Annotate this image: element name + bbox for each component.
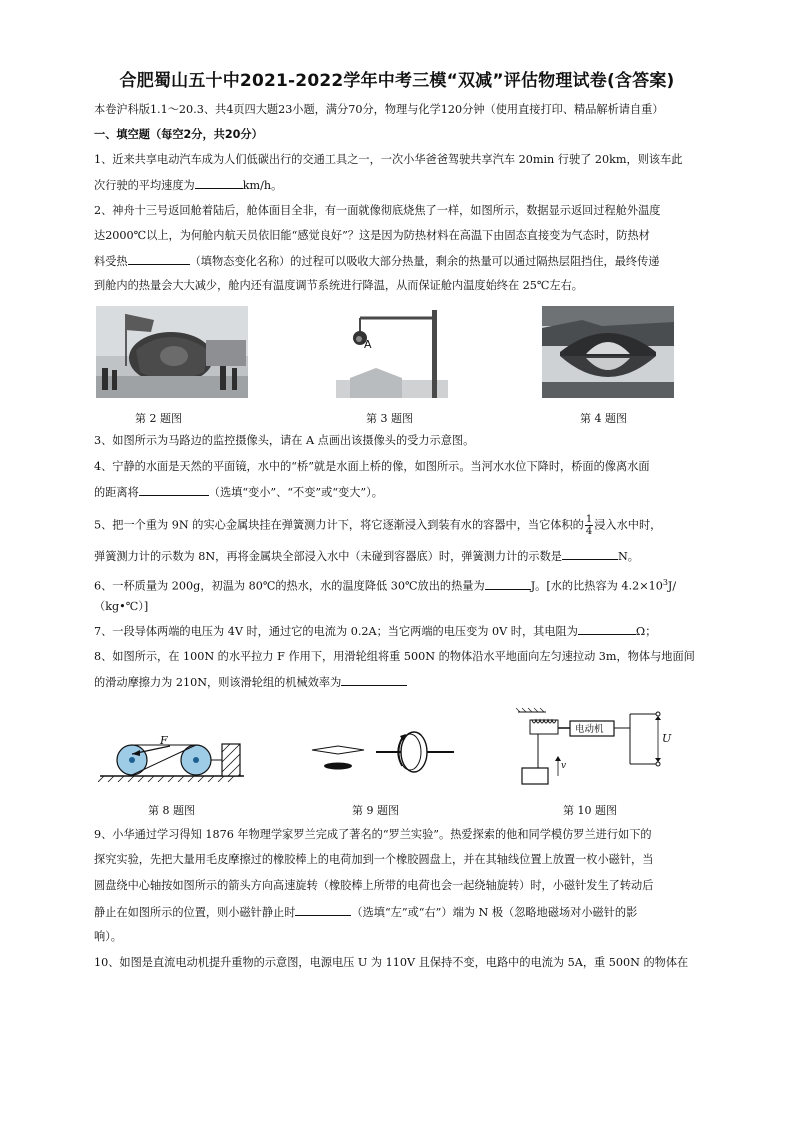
motor-label: 电动机: [575, 724, 604, 735]
camera-pole-figure: [336, 306, 448, 398]
answer-blank[interactable]: [578, 624, 636, 635]
figure-caption: 第 3 题图: [366, 412, 413, 425]
question-5-text: 5、把一个重为 9N 的实心金属块挂在弹簧测力计下，将它逐渐浸入到装有水的容器中，当它体积的: [94, 518, 584, 532]
question-6-line-2: （kg•℃）]: [94, 600, 149, 613]
question-5-line-2: [94, 549, 706, 564]
answer-blank[interactable]: [295, 905, 351, 916]
question-5-text-2: 弹簧测力计的示数为 8N，再将金属块全部浸入水中（未碰到容器底）时，弹簧测力计的示数是: [94, 550, 562, 563]
question-8-line-1: 8、如图所示，在 100N 的水平拉力 F 作用下，用滑轮组将重 500N 的物体沿水平地面向左匀速拉动 3m，物体与地面间: [94, 650, 695, 663]
question-2-line-2: 达2000℃以上，为何舱内航天员依旧能“感觉良好”？这是因为防热材料在高温下由固态直接变为气态时，防热材: [94, 229, 650, 242]
question-6-text: 6、一杯质量为 200g，初温为 80℃的热水，水的温度降低 30℃放出的热量为: [94, 579, 485, 593]
bridge-reflection-photo: [542, 306, 674, 398]
question-2-line-4: 到舱内的热量会大大减少，舱内还有温度调节系统进行降温，从而保证舱内温度始终在 25℃左右。: [94, 279, 583, 292]
question-1-unit: km/h。: [242, 179, 283, 192]
answer-blank[interactable]: [485, 579, 531, 590]
question-9-text: 静止在如图所示的位置，则小磁针静止时: [94, 906, 296, 919]
question-6-line-1: [94, 576, 706, 594]
question-6-unit: J/: [667, 579, 677, 593]
fraction-denominator: 4: [585, 526, 593, 537]
question-9-line-1: 9、小华通过学习得知 1876 年物理学家罗兰完成了著名的“罗兰实验”。热爱探索的他和同学模仿罗兰进行如下的: [94, 828, 652, 841]
fraction: [585, 514, 593, 537]
question-9-line-2: 探究实验，先把大量用毛皮摩擦过的橡胶棒上的电荷加到一个橡胶圆盘上，并在其轴线位置上放置一枚小磁针，当: [94, 853, 654, 866]
question-8-text: 的滑动摩擦力为 210N，则该滑轮组的机械效率为: [94, 676, 342, 689]
capsule-photo: [96, 306, 248, 398]
question-10-line-1: 10、如图是直流电动机提升重物的示意图，电源电压 U 为 110V 且保持不变，电路中的电流为 5A，重 500N 的物体在: [94, 956, 689, 969]
section-heading: 一、填空题（每空2分，共20分）: [94, 128, 263, 141]
point-a-label: A: [364, 338, 372, 351]
question-4-line-1: 4、宁静的水面是天然的平面镜，水中的“桥”就是水面上桥的像，如图所示。当河水水位下降时，桥面的像离水面: [94, 460, 650, 473]
voltage-label: U: [662, 732, 672, 745]
velocity-label: v: [561, 761, 567, 771]
figure-caption: 第 10 题图: [563, 804, 617, 817]
question-9-line-3: 圆盘绕中心轴按如图所示的箭头方向高速旋转（橡胶棒上所带的电荷也会一起绕轴旋转）时，小磁针发生了转动后: [94, 879, 654, 892]
answer-blank[interactable]: [562, 549, 618, 560]
question-9-text-tail: （选填“左”或“右”）端为 N 极（忽略地磁场对小磁针的影: [351, 906, 638, 919]
motor-figure: [512, 706, 680, 790]
question-7-text: 7、一段导体两端的电压为 4V 时，通过它的电流为 0.2A；当它两端的电压变为 0V 时，其电阻为: [94, 625, 578, 638]
question-7-unit: Ω；: [635, 625, 657, 638]
answer-blank[interactable]: [139, 485, 209, 496]
question-1-text: 次行驶的平均速度为: [94, 179, 195, 192]
question-5-text-tail: 浸入水中时，: [594, 518, 662, 532]
question-4-text-tail: （选填“变小”、“不变”或“变大”）。: [208, 486, 383, 499]
question-9-line-4: [94, 905, 706, 920]
question-4-line-2: [94, 485, 706, 500]
question-5-unit: N。: [617, 550, 639, 563]
question-3: 3、如图所示为马路边的监控摄像头，请在 A 点画出该摄像头的受力示意图。: [94, 434, 475, 447]
force-label: F: [160, 734, 168, 747]
figure-caption: 第 4 题图: [580, 412, 627, 425]
question-4-text: 的距离将: [94, 486, 139, 499]
figure-caption: 第 2 题图: [135, 412, 182, 425]
answer-blank[interactable]: [195, 178, 243, 189]
question-1-line-2: [94, 178, 706, 193]
magnet-disk-figure: [306, 730, 454, 774]
answer-blank[interactable]: [341, 675, 407, 686]
question-2-text: 料受热: [94, 255, 128, 268]
question-2-line-1: 2、神舟十三号返回舱着陆后，舱体面目全非，有一面就像彻底烧焦了一样，如图所示，数据显示返回过程舱外温度: [94, 204, 661, 217]
fraction-numerator: 1: [585, 514, 593, 525]
pulley-figure: [98, 730, 244, 782]
exam-intro: 本卷沪科版1.1～20.3、共4页四大题23小题，满分70分，物理与化学120分钟（使用直接打印、精品解析请自重）: [94, 103, 664, 116]
answer-blank[interactable]: [128, 254, 190, 265]
question-2-text-tail: （填物态变化名称）的过程可以吸收大部分热量，剩余的热量可以通过隔热层阻挡住，最终传递: [189, 255, 660, 268]
figure-caption: 第 9 题图: [352, 804, 399, 817]
question-9-line-5: 响）。: [94, 930, 122, 943]
question-7: [94, 624, 706, 639]
question-5-line-1: [94, 514, 706, 537]
figure-caption: 第 8 题图: [148, 804, 195, 817]
question-2-line-3: [94, 254, 706, 269]
question-6-text-mid: J。[水的比热容为 4.2×10: [530, 579, 663, 593]
page-title: 合肥蜀山五十中2021-2022学年中考三模“双减”评估物理试卷(含答案): [119, 71, 675, 91]
exponent: 3: [662, 578, 668, 587]
question-8-line-2: [94, 675, 706, 690]
question-1-line-1: 1、近来共享电动汽车成为人们低碳出行的交通工具之一，一次小华爸爸驾驶共享汽车 20min 行驶了 20km，则该车此: [94, 153, 683, 166]
